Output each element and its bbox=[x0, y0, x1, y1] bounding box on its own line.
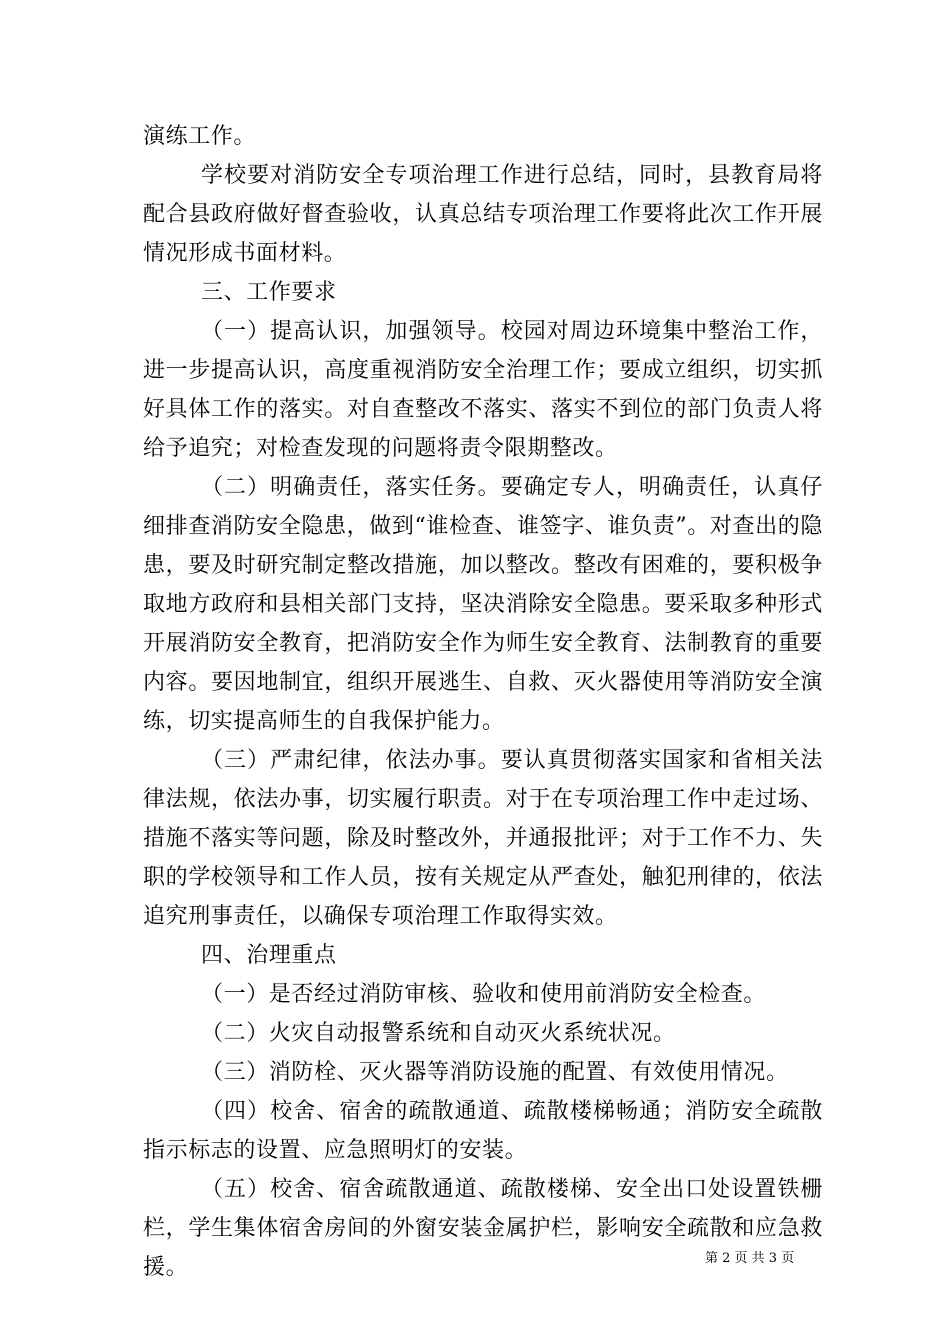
focus-item-5: （五）校舍、宿舍疏散通道、疏散楼梯、安全出口处设置铁栅栏，学生集体宿舍房间的外窗安装金属护栏，影响安全疏散和应急救援。 bbox=[143, 1177, 823, 1280]
focus-item-2: （二）火灾自动报警系统和自动灭火系统状况。 bbox=[201, 1021, 676, 1046]
focus-item-3: （三）消防栓、灭火器等消防设施的配置、有效使用情况。 bbox=[201, 1060, 789, 1085]
section-heading-requirements: 三、工作要求 bbox=[201, 280, 337, 305]
page-number: 第 2 页 共 3 页 bbox=[705, 1251, 795, 1266]
paragraph-requirement-1: （一）提高认识，加强领导。校园对周边环境集中整治工作，进一步提高认识，高度重视消防安全治理工作；要成立组织，切实抓好具体工作的落实。对自查整改不落实、落实不到位的部门负责人将给予追究；对检查发现的问题将责令限期整改。 bbox=[143, 319, 823, 461]
paragraph-continuation: 演练工作。 bbox=[143, 124, 257, 149]
paragraph-requirement-2: （二）明确责任，落实任务。要确定专人，明确责任，认真仔细排查消防安全隐患，做到“谁检查、谁签字、谁负责”。对查出的隐患，要及时研究制定整改措施，加以整改。整改有困难的，要积极争取地方政府和县相关部门支持，坚决消除安全隐患。要采取多种形式开展消防安全教育，把消防安全作为师生安全教育、法制教育的重要内容。要因地制宜，组织开展逃生、自救、灭火器使用等消防安全演练，切实提高师生的自我保护能力。 bbox=[143, 475, 823, 734]
focus-item-1: （一）是否经过消防审核、验收和使用前消防安全检查。 bbox=[201, 982, 767, 1007]
paragraph-summary: 学校要对消防安全专项治理工作进行总结，同时，县教育局将配合县政府做好督查验收，认真总结专项治理工作要将此次工作开展情况形成书面材料。 bbox=[143, 163, 823, 266]
document-body bbox=[143, 117, 823, 1287]
paragraph-requirement-3: （三）严肃纪律，依法办事。要认真贯彻落实国家和省相关法律法规，依法办事，切实履行职责。对于在专项治理工作中走过场、措施不落实等问题，除及时整改外，并通报批评；对于工作不力、失职的学校领导和工作人员，按有关规定从严查处，触犯刑律的，依法追究刑事责任，以确保专项治理工作取得实效。 bbox=[143, 748, 823, 929]
focus-item-4: （四）校舍、宿舍的疏散通道、疏散楼梯畅通；消防安全疏散指示标志的设置、应急照明灯的安装。 bbox=[143, 1099, 823, 1163]
section-heading-focus: 四、治理重点 bbox=[201, 943, 337, 968]
